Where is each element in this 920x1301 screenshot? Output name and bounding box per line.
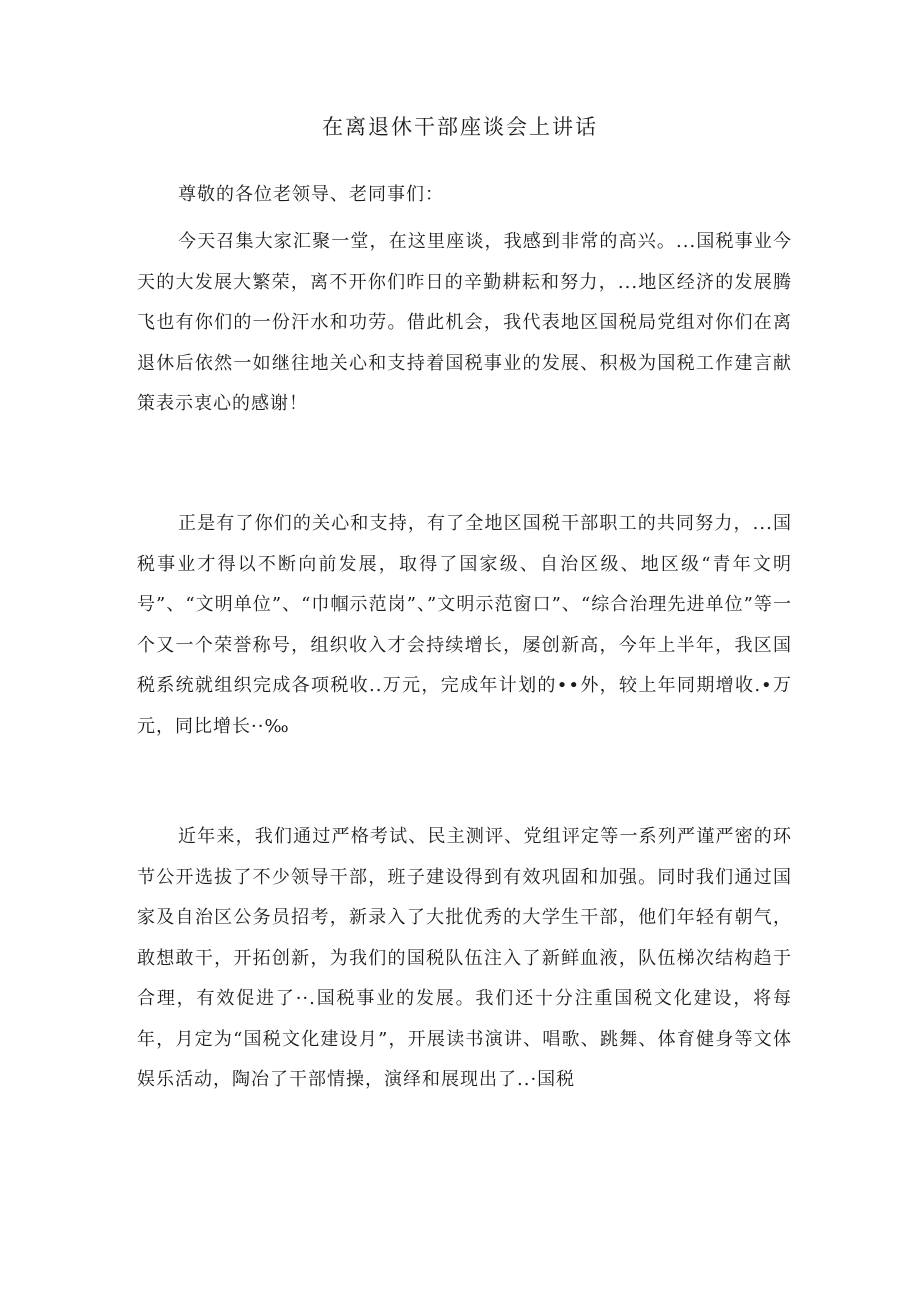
salutation: 尊敬的各位老领导、老同事们：	[178, 184, 444, 205]
paragraph-3: 近年来，我们通过严格考试、民主测评、党组评定等一系列严谨严密的环节公开选拔了不少领导干部，班子建设得到有效巩固和加强。同时我们通过国家及自治区公务员招考，新录入了大批优秀的大学生干部，他们年轻有朝气，敢想敢干，开拓创新，为我们的国税队伍注入了新鲜血液，队伍梯次结构趋于合理，有效促进了··.国税事业的发展。我们还十分注重国税文化建设，将每年，月定为“国税文化建设月”，开展读书演讲、唱歌、跳舞、体育健身等文体娱乐活动，陶冶了干部情操，演绎和展现出了..·国税	[137, 826, 792, 1090]
paragraph-2: 正是有了你们的关心和支持，有了全地区国税干部职工的共同努力，...国税事业才得以不断向前发展，取得了国家级、自治区级、地区级“青年文明号”、“文明单位”、“巾帼示范岗”、”文明示范窗口”、“综合治理先进单位”等一个又一个荣誉称号，组织收入才会持续增长，屡创新高，今年上半年，我区国税系统就组织完成各项税收..万元，完成年计划的••外，较上年同期增收.•万元，同比增长··‰	[137, 513, 792, 737]
document-title: 在离退休干部座谈会上讲话	[322, 115, 598, 139]
paragraph-1: 今天召集大家汇聚一堂，在这里座谈，我感到非常的高兴。...国税事业今天的大发展大繁荣，离不开你们昨日的辛勤耕耘和努力，...地区经济的发展腾飞也有你们的一份汗水和功劳。借此机会，我代表地区国税局党组对你们在离退休后依然一如继往地关心和支持着国税事业的发展、积极为国税工作建言献策表示衷心的感谢！	[137, 231, 792, 414]
